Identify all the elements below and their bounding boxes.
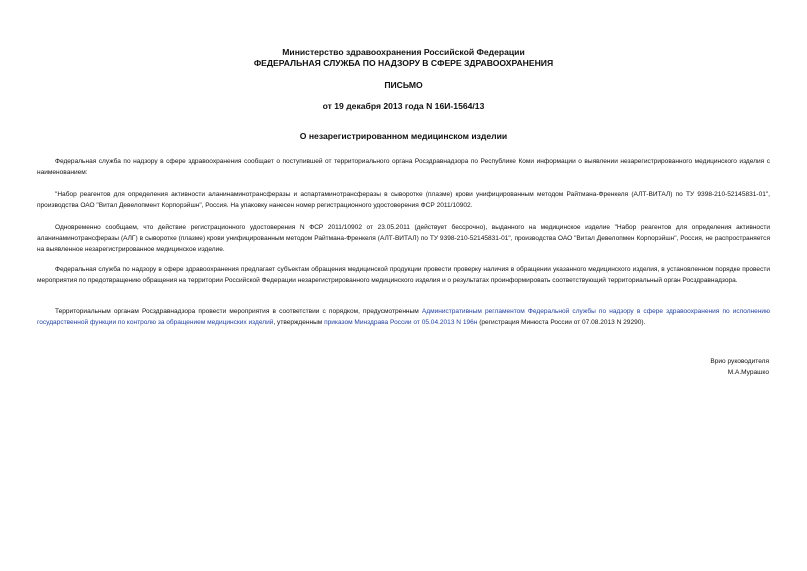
order-link[interactable]: приказом Минздрава России от 05.04.2013 N 196н	[324, 318, 478, 326]
document-type	[0, 80, 807, 91]
signature-title: Врио руководителя	[710, 358, 769, 365]
paragraph-5-mid: , утвержденным	[273, 318, 325, 326]
paragraph-2-text: "Набор реагентов для определения активности аланинаминотрансферазы и аспартаминотрансферазы в сыворотке (плазме) крови унифицированным методом Райтмана-Френкеля (АЛТ-ВИТАЛ) по ТУ 9398-210-52145831-01", производства ОАО "Витал Девелопмент Корпорэйшн", Россия. На упаковку нанесен номер регистрационного удостоверения ФСР 2011/10902.	[37, 191, 770, 209]
document-subject-text: О незарегистрированном медицинском изделии	[299, 131, 508, 141]
paragraph-2	[37, 190, 770, 212]
paragraph-4	[37, 265, 770, 287]
paragraph-1	[37, 157, 770, 179]
signature-name: М.А.Мурашко	[727, 369, 769, 376]
paragraph-5-end: (регистрация Минюста России от 07.08.2013 N 29290).	[477, 318, 646, 326]
regulation-link[interactable]: Административным регламентом Федеральной службы по надзору в сфере здравоохранения по исполнению государственной функции по контролю за обращением медицинских изделий	[37, 308, 770, 326]
document-subject	[0, 131, 807, 142]
ministry-name: Министерство здравоохранения Российской Федерации	[282, 47, 525, 57]
document-type-label: ПИСЬМО	[384, 80, 423, 90]
paragraph-4-text: Федеральная служба по надзору в сфере здравоохранения предлагает субъектам обращения медицинской продукции провести проверку наличия в обращении указанного медицинского изделия, в установленном порядке провести мероприятия по предотвращению обращения на территории Российской Федерации незарегистрированного медицинского изделия и о результатах проинформировать соответствующий территориальный орган Росздравнадзора.	[37, 266, 770, 284]
service-heading	[0, 58, 807, 69]
ministry-heading	[0, 47, 807, 58]
paragraph-3-text: Одновременно сообщаем, что действие регистрационного удостоверения N ФСР 2011/10902 от 23.05.2011 (действует бессрочно), выданного на медицинское изделие "Набор реагентов для определения активности аланинаминотрансферазы (АЛГ) в сыворотке (плазме) крови унифицированным методом Райтмана-Френкеля (АЛТ-ВИТАЛ) по ТУ 9398-210-52145831-01", производства ОАО "Витал Девелопмен Корпорэйшн", Россия, не распространяется на выявленное незарегистрированное медицинское изделие.	[37, 224, 770, 253]
paragraph-5-start: Территориальным органам Росздравнадзора провести мероприятия в соответствии с порядком, предусмотренным	[55, 308, 422, 315]
service-name: ФЕДЕРАЛЬНАЯ СЛУЖБА ПО НАДЗОРУ В СФЕРЕ ЗДРАВООХРАНЕНИЯ	[253, 58, 554, 68]
paragraph-1-text: Федеральная служба по надзору в сфере здравоохранения сообщает о поступившей от территориального органа Росздравнадзора по Республике Коми информации о выявлении незарегистрированного медицинского изделия с наименованием:	[37, 158, 770, 176]
document-date-number	[0, 101, 807, 112]
paragraph-5	[37, 307, 770, 329]
paragraph-3	[37, 223, 770, 256]
document-date-number-text: от 19 декабря 2013 года N 16И-1564/13	[322, 101, 485, 111]
